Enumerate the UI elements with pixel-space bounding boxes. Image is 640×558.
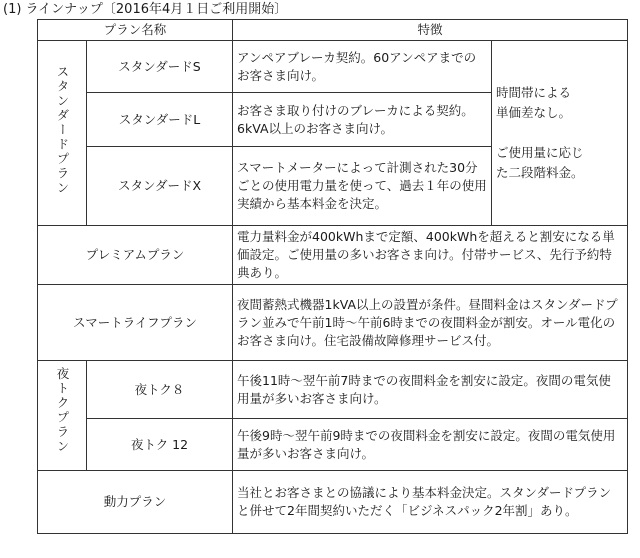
plan-name-night-8: 夜トク８ (87, 361, 233, 419)
feature-standard-x: スマートメーターによって計測された30分ごとの使用電力量を使って、過去１年の使用実績から基本料金を決定。 (233, 147, 492, 226)
feature-night-12: 午後9時～翌午前9時までの夜間料金を割安に設定。夜間の電気使用量が多いお客さま向け。 (233, 419, 628, 471)
plan-name-night-12: 夜トク 12 (87, 419, 233, 471)
plan-name-standard-x: スタンダードX (87, 147, 233, 226)
standard-note-line: ご使用量に応じ (496, 145, 584, 160)
feature-standard-s: アンペアブレーカ契約。60アンペアまでのお客さま向け。 (233, 41, 492, 93)
standard-plan-group-label: スタンダードプラン (55, 65, 70, 196)
table-row (38, 419, 628, 471)
table-row (38, 41, 628, 93)
feature-standard-l: お客さま取り付けのブレーカによる契約。6kVA以上のお客さま向け。 (233, 93, 492, 147)
plan-name-smart-life: スマートライフプラン (38, 285, 233, 361)
table-header-row (38, 20, 628, 41)
table-row (38, 285, 628, 361)
note-spacer (496, 123, 623, 143)
standard-plan-group-cell (38, 41, 87, 226)
standard-plan-shared-note (492, 41, 628, 226)
feature-premium: 電力量料金が400kWhまで定額、400kWhを超えると割安になる単価設定。ご使用量の多いお客さま向け。付帯サービス、先行予約特典あり。 (233, 226, 628, 285)
plan-name-standard-l: スタンダードL (87, 93, 233, 147)
standard-note-line: 時間帯による (496, 85, 572, 100)
standard-note-line: 単価差なし。 (496, 105, 572, 120)
feature-smart-life: 夜間蓄熱式機器1kVA以上の設置が条件。昼間料金はスタンダードプラン並みで午前1時～午前6時までの夜間料金が割安。オール電化のお客さま向け。住宅設備故障修理サービス付。 (233, 285, 628, 361)
plan-name-power: 動力プラン (38, 471, 233, 534)
feature-night-8: 午後11時～翌午前7時までの夜間料金を割安に設定。夜間の電気使用量が多いお客さま向け。 (233, 361, 628, 419)
header-feature: 特徴 (233, 20, 628, 41)
standard-note-line: た二段階料金。 (496, 165, 584, 180)
plan-name-premium: プレミアムプラン (38, 226, 233, 285)
feature-power: 当社とお客さまとの協議により基本料金決定。スタンダードプランと併せて2年間契約いただく「ビジネスパック2年割」あり。 (233, 471, 628, 534)
plan-lineup-table (37, 19, 628, 534)
night-plan-group-label: 夜トクプラン (55, 367, 70, 454)
section-heading: (1) ラインナップ〔2016年4月１日ご利用開始〕 (3, 2, 288, 17)
header-plan-name: プラン名称 (38, 20, 233, 41)
table-row (38, 226, 628, 285)
plan-name-standard-s: スタンダードS (87, 41, 233, 93)
table-row (38, 361, 628, 419)
table-row (38, 471, 628, 534)
night-plan-group-cell (38, 361, 87, 471)
